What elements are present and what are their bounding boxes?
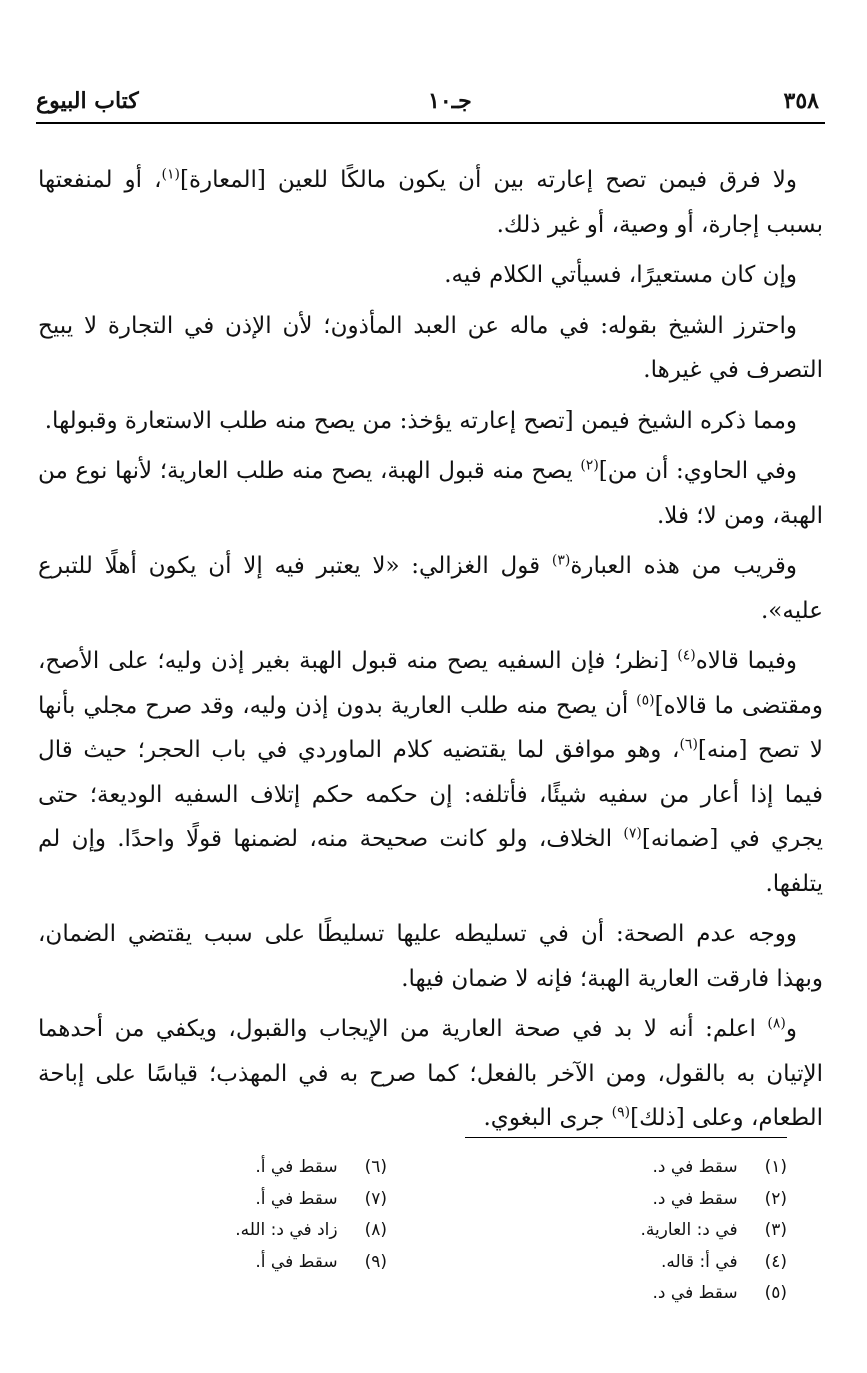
paragraph (38, 912, 823, 1001)
footnotes-left-column (57, 1152, 387, 1278)
footnote-divider (465, 1137, 787, 1138)
text-segment: الخلاف، ولو كانت صحيحة منه، لضمنها قولًا واحدًا. وإن لم يتلفها. (38, 826, 823, 897)
footnote-item (57, 1152, 387, 1184)
text-segment: وفيما قالاه (695, 648, 797, 674)
text-segment: [نظر؛ فإن السفيه يصح منه قبول الهبة بغير إذن وليه؛ على الأصح، ومقتضى ما قالاه] (38, 648, 823, 719)
volume-label: جـ١٠ (428, 88, 472, 114)
footnote-marker: (٦) (679, 736, 698, 753)
text-segment: اعلم: أنه لا بد في صحة العارية من الإيجاب والقبول، ويكفي من أحدهما الإتيان به بالقول، ومن الآخر بالفعل؛ كما صرح به في المهذب؛ قياسًا على إباحة الطعام، وعلى [ذلك] (38, 1016, 823, 1131)
footnote-item (457, 1215, 787, 1247)
footnote-marker: (٨) (767, 1015, 786, 1032)
paragraph (38, 304, 823, 393)
book-title: كتاب البيوع (36, 88, 139, 114)
footnote-text: في د: العارية. (640, 1220, 738, 1240)
text-segment: ومما ذكره الشيخ فيمن [تصح إعارته يؤخذ: من يصح منه طلب الاستعارة وقبولها. (44, 407, 797, 434)
footnotes-right-column (457, 1152, 787, 1310)
main-text (38, 158, 823, 1147)
footnote-item (57, 1247, 387, 1279)
text-segment: و (785, 1016, 797, 1042)
paragraph (38, 399, 823, 444)
paragraph (38, 1007, 823, 1141)
footnote-text: زاد في د: الله. (235, 1220, 338, 1240)
footnote-marker: (٤) (677, 647, 696, 664)
footnote-number: (١) (764, 1157, 787, 1177)
text-segment: ووجه عدم الصحة: أن في تسليطه عليها تسليطًا على سبب يقتضي الضمان، وبهذا فارقت العارية الهبة؛ فإنه لا ضمان فيها. (38, 921, 823, 992)
footnote-item (457, 1278, 787, 1310)
footnote-item (57, 1184, 387, 1216)
text-segment: قول الغزالي: «لا يعتبر فيه إلا أن يكون أهلًا للتبرع عليه». (38, 553, 823, 624)
page-number: ٣٥٨ (783, 88, 819, 114)
footnotes (60, 1152, 787, 1332)
text-segment: جرى البغوي. (483, 1105, 612, 1131)
text-segment: ولا فرق فيمن تصح إعارته بين أن يكون مالكًا للعين [المعارة] (179, 167, 797, 193)
text-segment: ، أو لمنفعتها بسبب إجارة، أو وصية، أو غير ذلك. (38, 167, 823, 238)
running-header (36, 86, 819, 122)
text-segment: ، وهو موافق لما يقتضيه كلام الماوردي في باب الحجر؛ حيث قال فيما إذا أعار من سفيه شيئًا، فأتلفه: إن حكمه حكم إتلاف السفيه الوديعة؛ حتى يجري في [ضمانه] (38, 737, 824, 852)
footnote-item (457, 1247, 787, 1279)
footnote-marker: (٣) (551, 552, 571, 569)
paragraph (38, 253, 823, 298)
header-divider (36, 122, 825, 124)
text-segment: أن يصح منه طلب العارية بدون إذن وليه، وقد صرح مجلي بأنها لا تصح [منه] (38, 692, 823, 763)
footnote-text: سقط في د. (652, 1157, 738, 1177)
footnote-marker: (٧) (623, 825, 642, 842)
footnote-number: (٢) (764, 1188, 787, 1209)
footnote-number: (٧) (364, 1188, 387, 1209)
paragraph (38, 639, 823, 906)
text-segment: واحترز الشيخ بقوله: في ماله عن العبد المأذون؛ لأن الإذن في التجارة لا يبيح التصرف في غيرها. (38, 312, 823, 383)
footnote-marker: (١) (161, 166, 180, 183)
paragraph (38, 544, 823, 633)
footnote-text: سقط في أ. (255, 1157, 338, 1177)
footnote-number: (٨) (364, 1220, 387, 1240)
footnote-text: سقط في أ. (255, 1188, 338, 1209)
text-segment: وقريب من هذه العبارة (570, 553, 798, 579)
paragraph (38, 158, 823, 247)
footnote-marker: (٢) (580, 457, 599, 474)
footnote-item (57, 1215, 387, 1247)
footnote-marker: (٥) (636, 691, 655, 708)
footnote-number: (٣) (764, 1220, 787, 1240)
footnote-marker: (٩) (611, 1104, 631, 1121)
footnote-number: (٤) (764, 1251, 787, 1272)
text-segment: وإن كان مستعيرًا، فسيأتي الكلام فيه. (444, 262, 797, 288)
text-segment: وفي الحاوي: أن من] (598, 458, 797, 484)
footnote-text: سقط في د. (652, 1188, 738, 1209)
footnote-text: سقط في أ. (255, 1251, 338, 1272)
footnote-number: (٦) (364, 1157, 387, 1177)
footnote-text: في أ: قاله. (661, 1251, 738, 1272)
footnote-number: (٥) (764, 1283, 787, 1303)
footnote-number: (٩) (364, 1251, 387, 1272)
footnote-text: سقط في د. (652, 1283, 738, 1303)
text-segment: يصح منه قبول الهبة، يصح منه طلب العارية؛ لأنها نوع من الهبة، ومن لا؛ فلا. (38, 458, 823, 529)
paragraph (38, 449, 823, 538)
footnote-item (457, 1152, 787, 1184)
footnote-item (457, 1184, 787, 1216)
